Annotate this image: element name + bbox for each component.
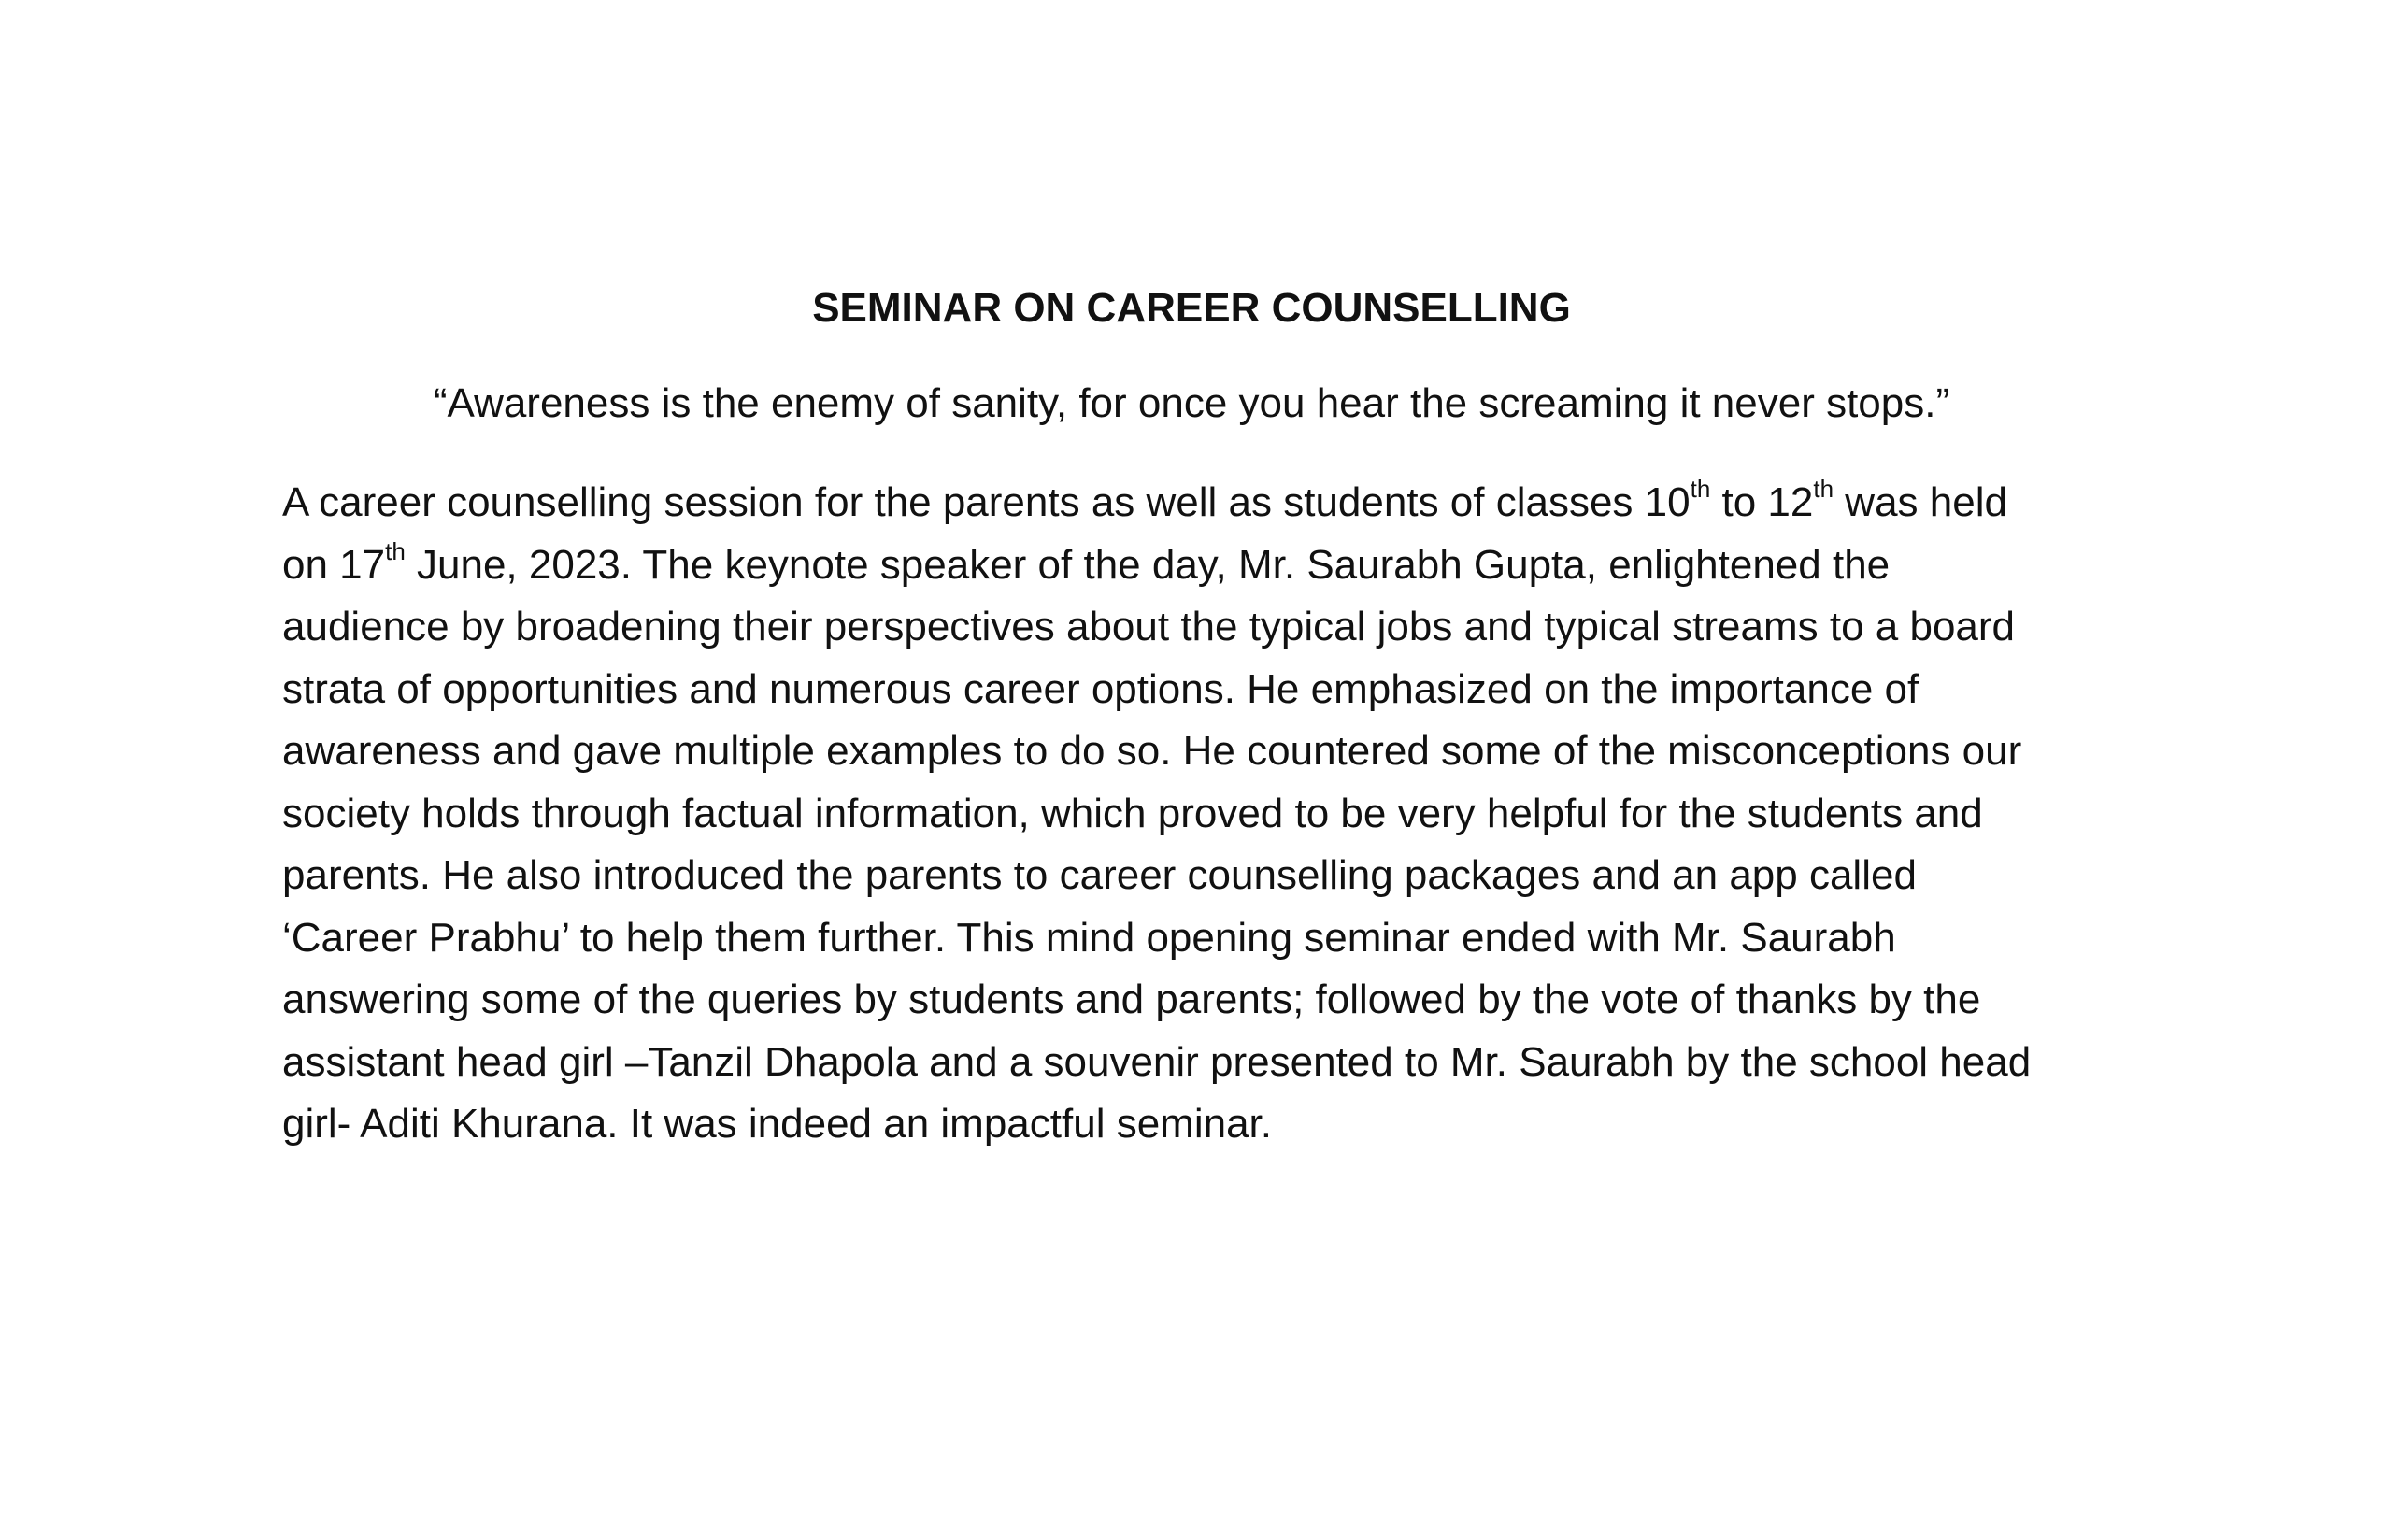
body-line: audience by broadening their perspectives about the typical jobs and typical streams to a board — [282, 604, 2016, 649]
body-line: strata of opportunities and numerous career options. He emphasized on the importance of — [282, 665, 1919, 712]
body-line: awareness and gave multiple examples to do so. He countered some of the misconceptions our — [282, 728, 2022, 774]
body-text: was held — [1834, 479, 2007, 525]
superscript-ordinal: th — [1690, 475, 1711, 504]
body-line: parents. He also introduced the parents to career counselling packages and an app called — [282, 852, 1917, 898]
body-line: answering some of the queries by students and parents; followed by the vote of thanks by the — [282, 977, 1981, 1022]
document-title: SEMINAR ON CAREER COUNSELLING — [812, 285, 1571, 331]
body-text: A career counselling session for the parents as well as students of classes 10 — [282, 479, 1691, 525]
body-text: to 12 — [1710, 479, 1814, 525]
body-line: girl- Aditi Khurana. It was indeed an impactful seminar. — [282, 1101, 1272, 1147]
body-line — [282, 535, 2151, 597]
body-line: ‘Career Prabhu’ to help them further. This mind opening seminar ended with Mr. Saurabh — [282, 914, 1896, 961]
body-text: on 17 — [282, 541, 386, 588]
superscript-ordinal: th — [1813, 475, 1834, 504]
body-line: society holds through factual information, which proved to be very helpful for the students and — [282, 790, 1983, 836]
document-body — [282, 472, 2151, 1156]
body-text: June, 2023. The keynote speaker of the day, Mr. Saurabh Gupta, enlightened the — [405, 541, 1891, 588]
body-line — [282, 472, 2151, 535]
superscript-ordinal: th — [385, 536, 406, 565]
body-line: assistant head girl –Tanzil Dhapola and a souvenir presented to Mr. Saurabh by the school head — [282, 1038, 2032, 1085]
document-quote: “Awareness is the enemy of sanity, for once you hear the screaming it never stops.” — [433, 380, 1950, 426]
